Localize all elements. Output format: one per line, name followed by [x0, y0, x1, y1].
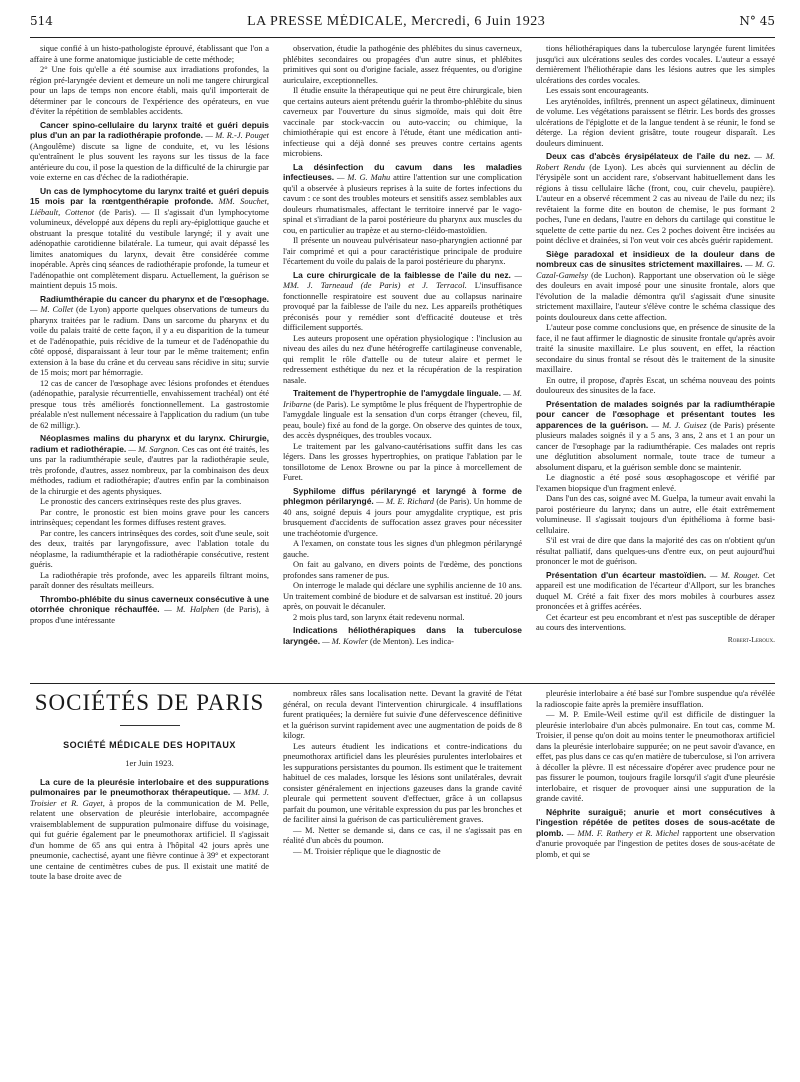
article-paragraph: 12 cas de cancer de l'œsophage avec lésions profondes et étendues (adénopathie, paralysie récurrentielle, envahissement trachéal) ont été presque tous très améliorés fonctionnellement. La gastrostomie préalable n'est nullement nécessaire à l'application du radium (un tube de 62 milligr.). — [30, 377, 269, 430]
article-text: (de Lyon). Les abcès qui surviennent au déclin de l'érysipèle sont un accident rare, s'observant habituellement dans les régions à tissu cellulaire lâche (front, cou, cuir chevelu, paupière). L'auteur en a observé récemment 2 cas au niveau de l'aile du nez; ils revêtaient la forme dite en bouton de chemise, le pus formant 2 poches, l'une en dedans, l'autre en dehors du cartilage qui constitue le squelette de cette partie du nez. Ces 2 poches doivent être incisées au point déclive et drainées, si l'on veut voir ces abcès guérir rapidement. — [536, 161, 775, 245]
page-header — [30, 14, 775, 38]
article-paragraph — [283, 486, 522, 539]
article-heading: Cancer spino-cellulaire du larynx traité et guéri depuis plus d'un an par la radiothérapie profonde. — [30, 119, 269, 140]
article-author: — M. J. Guisez — [651, 419, 707, 430]
section-title: SOCIÉTÉS DE PARIS — [34, 690, 265, 715]
article-paragraph: Cet écarteur est peu encombrant et n'est pas susceptible de déraper au cours des interventions. — [536, 611, 775, 632]
societes-column-1 — [30, 688, 269, 1074]
title-rule — [120, 725, 180, 726]
session-date: 1er Juin 1923. — [125, 758, 174, 768]
author-signature: Robert-Leroux. — [727, 634, 775, 644]
article-paragraph — [30, 777, 269, 882]
article-paragraph — [283, 162, 522, 236]
article-text: (de Paris), à propos d'une intéressante — [30, 604, 269, 625]
article-heading: La désinfection du cavum dans les maladies infectieuses. — [283, 161, 522, 182]
article-text: (de Paris). Le symptôme le plus fréquent de l'hypertrophie de l'amygdale linguale est la sensation d'un corps étranger (cheveu, fil, peau, boule) fixé au fond de la gorge. On observe des quintes de toux, des accès dyspnéiques, des troubles vocaux. — [283, 398, 522, 440]
article-column — [30, 777, 269, 882]
article-author: — MM. F. Rathery et R. Michel — [566, 827, 680, 838]
article-text: (de Paris). Un homme de 40 ans, soigné depuis 4 jours pour amygdalite cryptique, est pris brusquement d'accidents de suffocation assez graves pour nécessiter une trachéotomie d'urgence. — [283, 496, 522, 538]
article-paragraph: Il présente un nouveau pulvérisateur naso-pharyngien actionné par l'air comprimé et qui a pour caractéristique principale de produire l'écartement du voile du palais de la paroi postérieure du pharynx. — [283, 235, 522, 266]
article-paragraph: Les auteurs proposent une opération physiologique : l'inclusion au niveau des ailes du nez d'une hétérogreffe cartilagineuse convenable, qui remplit le rôle d'attelle ou de tuteur alaire et permet le redressement esthétique du nez et la récupération de la respiration nasale. — [283, 332, 522, 385]
section-divider — [30, 683, 775, 684]
article-paragraph: sique confié à un histo-pathologiste éprouvé, établissant que l'on a affaire à une forme anatomique justiciable de cette méthode; — [30, 43, 269, 64]
article-paragraph — [283, 625, 522, 646]
article-paragraph: observation, étudie la pathogénie des phlébites du sinus caverneux, phlébites secondaires ou propagées d'un autre sinus, et phlébites primitives qui sont ou d'origine faciale, assez fréquentes, ou d'origine auriculaire, exceptionnelles. — [283, 43, 522, 85]
article-author: MM. Souchet, Liébault, Cottenot — [30, 196, 269, 217]
top-columns — [30, 43, 775, 679]
article-paragraph — [536, 249, 775, 323]
article-author: — M. G. Cazal-Gamelsy — [536, 259, 775, 280]
article-paragraph: — M. Netter se demande si, dans ce cas, il ne s'agissait pas en réalité d'un abcès du poumon. — [283, 824, 522, 845]
article-heading: Présentation de malades soignés par la radiumthérapie pour cancer de l'œsophage et présentant toutes les apparences de la guérison. — [536, 398, 775, 430]
society-name: SOCIÉTÉ MÉDICALE DES HOPITAUX — [63, 739, 236, 750]
article-text: (de Paris). — Il s'agissait d'un lymphocytome volumineux, développé aux dépens du repli ary-épiglottique gauche et obstruant la presque totalité du vestibule laryngé; il y avait une adénopathie carotidienne bilatérale. La tumeur, qui avait dépassé les limites anatomiques du larynx, devait être considérée comme inopérable. Après cinq séances de radiothérapie profonde, la tumeur et l'adénopathie ont complètement disparu. Actuellement, la guérison se maintient depuis 15 mois. — [30, 206, 269, 290]
article-paragraph: — M. P. Emile-Weil estime qu'il est difficile de distinguer la pleurésie interlobaire d'un abcès pulmonaire. En tout cas, comme M. Troisier, il pense qu'on doit au moins tenter le pneumothorax artificiel dans la pleurésie interlobaire suppurée; on ne peut savoir d'avance, en effet, pas plus dans ce cas qu'en matière de tuberculose, si l'on arrivera à décoller la plèvre. Il est nécessaire d'opérer avec prudence pour ne pas fissurer le poumon, toujours fragile lorsqu'il s'agit d'une pleurésie interlobaire, et risquer de provoquer ainsi une suppuration de la grande cavité. — [536, 709, 775, 803]
article-paragraph: Il étudie ensuite la thérapeutique qui ne peut être chirurgicale, bien que certains auteurs aient prétendu guérir la thrombo-phlébite du sinus caverneux par l'ouverture du sinus sigmoïde, mais qui doit être vaccinale par stock-vaccin ou auto-vaccin; ou chimique, la chimiothérapie qui est encore à l'étude, étant une médication anti-infectieuse qui a déjà donné ses preuves contre certains agents microbiens. — [283, 85, 522, 158]
article-author: — MM. J. Troisier et R. Gayet, — [30, 787, 269, 808]
article-heading: La cure chirurgicale de la faiblesse de l'aile du nez. — [293, 269, 511, 280]
article-author: — M. Iribarne — [283, 388, 522, 409]
article-paragraph: L'auteur pose comme conclusions que, en présence de sinusite de la face, il ne faut affirmer le diagnostic de sinusite frontale qu'après avoir traité la sinusite maxillaire. Le plus souvent, en effet, la réaction secondaire du sinus frontal se résout dès le traitement de la sinusite maxillaire. — [536, 322, 775, 374]
article-paragraph: Par contre, les cancers intrinsèques des cordes, soit d'une seule, soit des deux, traités par laryngofissure, avec l'ablation totale du néoplasme, la radiumthérapie et la radiothérapie consécutive, restent guéris. — [30, 527, 269, 569]
article-author: — M. Rouget. — [709, 569, 760, 580]
article-paragraph: pleurésie interlobaire a été basé sur l'ombre suspendue qu'a révélée la radioscopie faite après la première insufflation. — [536, 688, 775, 709]
article-column — [283, 43, 522, 679]
article-paragraph: On interroge le malade qui déclare une syphilis ancienne de 10 ans. Un traitement combiné de biodure et de salvarsan est institué. 20 jours après, on pouvait le décanuler. — [283, 580, 522, 611]
article-text: (de Paris) présente plusieurs malades soignés il y a 5 ans, 3 ans, 2 ans et 1 an pour un cancer de l'œsophage par la radiumthérapie. Ces malades ont repris une déglutition absolument normale, toute trace de tumeur a absolument disparu, et la guérison semble donc se maintenir. — [536, 419, 775, 472]
article-heading: Présentation d'un écarteur mastoïdien. — [546, 569, 707, 580]
article-text: rapportent une observation d'anurie provoquée par l'ingestion de petites doses de sous-acétate de plomb, et qui se — [536, 827, 775, 859]
article-heading: Indications héliothérapiques dans la tuberculose laryngée. — [283, 625, 522, 646]
article-column — [30, 43, 269, 679]
article-paragraph: Par contre, le pronostic est bien moins grave pour les cancers intrinsèques; cependant les formes diffuses restent graves. — [30, 506, 269, 527]
article-paragraph: Les aryténoïdes, infiltrés, prennent un aspect gélatineux, diminuent de volume. Les végétations paraissent se flétrir. Les bords des grosses ulcérations de l'épiglotte et de la langue tendent à se réunir, le fond se déterge. La région devient grisâtre, toute rougeur disparaît. Les douleurs diminuent. — [536, 95, 775, 148]
societes-section — [30, 688, 775, 1074]
article-column — [536, 43, 775, 679]
article-text: (de Lyon) apporte quelques observations de tumeurs du pharynx traitées par le radium. Dans un sarcome du pharynx et du voile du palais traité de cette façon, il y a eu disparition de la tumeur et de l'adénopathie, puis récidive de la tumeur et de l'adénopathie du côté opposé, disparaissant à leur tour par le même traitement; enfin extension à la base du crâne et du cerveau sans récidive in situ; survie de 15 mois; mort par hémorragie. — [30, 304, 269, 377]
article-author: — M. E. Richard — [376, 496, 434, 506]
article-heading: Deux cas d'abcès érysipélateux de l'aile du nez. — [546, 151, 751, 161]
article-paragraph: On fait au galvano, en divers points de l'œdème, des ponctions profondes sans ramener de pus. — [283, 559, 522, 580]
article-text: L'insuffisance fonctionnelle respiratoire est souvent due au collapsus narinaire provoqué par la faiblesse de l'aile du nez. Les appareils prothétiques préconisés pour y remédier sont d'efficacité douteuse et très difficilement supportés. — [283, 280, 522, 332]
page-number: 514 — [30, 14, 53, 28]
article-paragraph — [30, 186, 269, 291]
article-paragraph — [536, 807, 775, 860]
article-paragraph — [30, 594, 269, 626]
article-text: Ces cas ont été traités, les uns par la radiumthérapie seule, d'autres par la radiothérapie seule, très profonde, d'autres, assez nombreux, par la combinaison des deux méthodes, radium et radiothérapie; d'autres enfin par la combinaison de la chirurgie et des agents physiques. — [30, 443, 269, 496]
newspaper-page — [30, 14, 775, 1074]
article-paragraph — [536, 570, 775, 612]
article-paragraph — [536, 151, 775, 246]
article-heading: La cure de la pleurésie interlobaire et des suppurations pulmonaires par le pneumothorax thérapeutique. — [30, 776, 269, 797]
article-paragraph — [30, 120, 269, 183]
article-paragraph — [536, 399, 775, 473]
article-text: (de Menton). Les indica- — [367, 635, 454, 646]
article-author: — M. Halphen — [164, 604, 220, 614]
article-paragraph: 2 mois plus tard, son larynx était redevenu normal. — [293, 611, 465, 622]
article-paragraph: — M. Troisier réplique que le diagnostic de — [293, 845, 441, 856]
article-paragraph: En outre, il propose, d'après Escat, un schéma nouveau des points douloureux des sinusites de la face. — [536, 374, 775, 395]
article-paragraph: S'il est vrai de dire que dans la majorité des cas on n'obtient qu'un résultat palliatif, dans quelques-uns d'entre eux, on peut aujourd'hui prononcer le mot de guérison. — [536, 535, 775, 566]
journal-title: LA PRESSE MÉDICALE, Mercredi, 6 Juin 1923 — [247, 14, 546, 29]
article-text: Cet appareil est une modification de l'écarteur d'Allport, sur les branches duquel M. Crété a fait fixer des mors mobiles à courbures assez prononcées et à griffes acérées. — [536, 569, 775, 611]
article-text: à propos de la communication de M. Pelle, relatent une observation de pleurésie interlobaire, accompagnée vraisemblablement de suppuration pulmonaire diffuse du voisinage, qui fut guérie également par le pneumothorax artificiel. Il s'agissait d'un homme de 65 ans qui entra à l'hôpital 42 jours après une pneumonie, cachectisé, ayant une fièvre continue à 39° et expectorant une centaine de centimètres cubes de pus. Il existait une matité de toute la base droite avec de — [30, 797, 269, 881]
article-author: — M. G. Mahu — [337, 172, 391, 182]
article-author: — M. Robert Rendu — [536, 151, 775, 172]
article-column — [283, 688, 522, 1074]
article-paragraph: A l'examen, on constate tous les signes d'un phlegmon périlaryngé gauche. — [283, 538, 522, 559]
article-author: — M. Kowler — [322, 635, 368, 646]
article-author: — M. R.-J. Pouget — [205, 130, 269, 140]
article-heading: Un cas de lymphocytome du larynx traité et guéri depuis 15 mois par la rœntgenthérapie profonde. — [30, 185, 269, 206]
article-paragraph — [283, 270, 522, 333]
article-paragraph: nombreux râles sans localisation nette. Devant la gravité de l'état général, on recula devant l'intervention chirurgicale. 4 insufflations furent pratiquées; la dernière fut suivie d'une défervescence définitive et la guérison survint rapidement avec une augmentation de poids de 8 kilogr. — [283, 688, 522, 740]
article-paragraph — [30, 433, 269, 496]
article-heading: Radiumthérapie du cancer du pharynx et de l'œsophage. — [40, 293, 269, 304]
article-paragraph — [30, 294, 269, 378]
article-paragraph: Dans l'un des cas, soigné avec M. Guelpa, la tumeur avait envahi la paroi postérieure du larynx; dans un autre, elle était extrêmement volumineuse. Il s'agissait toujours d'un épithélioma à forme basi-cellulaire. — [536, 493, 775, 535]
article-text: (de Luchon). Rapportant une observation où le siège des douleurs en avait imposé pour une sinusite frontale, alors que l'évolution de la maladie démontra qu'il s'agissait d'une sinusite strictement maxillaire, l'auteur s'élève contre le schéma classique des points douloureux dans cette affection. — [536, 269, 775, 322]
article-heading: Néoplasmes malins du pharynx et du larynx. Chirurgie, radium et radiothérapie. — [30, 433, 269, 454]
article-paragraph: 2° Une fois qu'elle a été soumise aux irradiations profondes, la région pré-laryngée devient et demeure un noli me tangere chirurgical pour un laps de temps non encore établi, mais qu'il importerait de déterminer par le concours de l'expérience des opérateurs, en vue d'éviter la répétition de semblables accidents. — [30, 64, 269, 116]
article-paragraph: Les auteurs étudient les indications et contre-indications du pneumothorax artificiel dans les pleurésies purulentes interlobaires et les suppurations persistantes du poumon. Ils estiment que le traitement habituel de ces malades, lorsque les lésions sont unilatérales, devrait consister généralement en injections gazeuses dans la grande cavité pleurale qui permettent souvent d'effectuer, grâce à un collapsus parfait du poumon, une véritable expression du pus par les bronches et de faciliter ainsi la guérison de cas particulièrement graves. — [283, 740, 522, 824]
article-author: — M. Collet — [30, 304, 74, 314]
article-text: (Angoulême) discute sa ligne de conduite, et, vu les lésions qu'entraînent le plus souvent les rayons sur les tissus de la face antérieure du cou, il pose la question de la difficulté de la chirurgie par voie externe en cas d'échec de la radiothérapie. — [30, 140, 269, 182]
article-author: — MM. J. Tarneaud (de Paris) et J. Terracol. — [283, 269, 522, 290]
article-paragraph — [283, 388, 522, 441]
article-heading: Thrombo-phlébite du sinus caverneux consécutive à une otorrhée chronique réchauffée. — [30, 593, 269, 614]
article-paragraph: Le pronostic des cancers extrinsèques reste des plus graves. — [40, 496, 242, 506]
article-paragraph: La radiothérapie très profonde, avec les appareils filtrant moins, paraît donner des résultats meilleurs. — [30, 569, 269, 590]
issue-number: N° 45 — [739, 14, 775, 28]
article-heading: Traitement de l'hypertrophie de l'amygdale linguale. — [293, 388, 501, 398]
article-heading: Néphrite suraiguë; anurie et mort consécutives à l'ingestion répétée de petites doses de sous-acétate de plomb. — [536, 806, 775, 838]
article-text: attire l'attention sur une complication qu'il a observée à plusieurs reprises à la suite de fortes infections du cavum : ce sont des troubles moteurs et sensitifs assez semblables aux douleurs rhumatismales, affectant le territoire innervé par le vago-spinal et s'irradiant de la paroi postérieure du pharynx aux muscles du cou, en particulier au trapèze et au sterno-cléido-mastoïdien. — [283, 172, 522, 235]
article-paragraph: tions héliothérapiques dans la tuberculose laryngée furent limitées jusqu'ici aux ulcérations seules des cordes vocales. L'auteur a essayé dernièrement l'héliothérapie dans les lésions autres que les simples ulcérations des cordes vocales. — [536, 43, 775, 85]
article-paragraph: Le diagnostic a été posé sous œsophagoscope et vérifié par l'examen biopsique d'un fragment enlevé. — [536, 472, 775, 493]
article-paragraph: Les essais sont encourageants. — [546, 85, 649, 95]
article-heading: Siège paradoxal et insidieux de la douleur dans de nombreux cas de sinusites strictement maxillaires. — [536, 248, 775, 269]
article-author: — M. Sargnon. — [128, 443, 180, 454]
article-paragraph: Le traitement par les galvano-cautérisations suffit dans les cas légers. Dans les grosses hypertrophies, on pratique l'ablation par le tonsillotome de Lenox Browne ou par la pince à morcellement de Furet. — [283, 440, 522, 482]
article-heading: Syphilome diffus périlaryngé et laryngé à forme de phlegmon périlaryngé. — [283, 485, 522, 506]
article-column — [536, 688, 775, 1074]
